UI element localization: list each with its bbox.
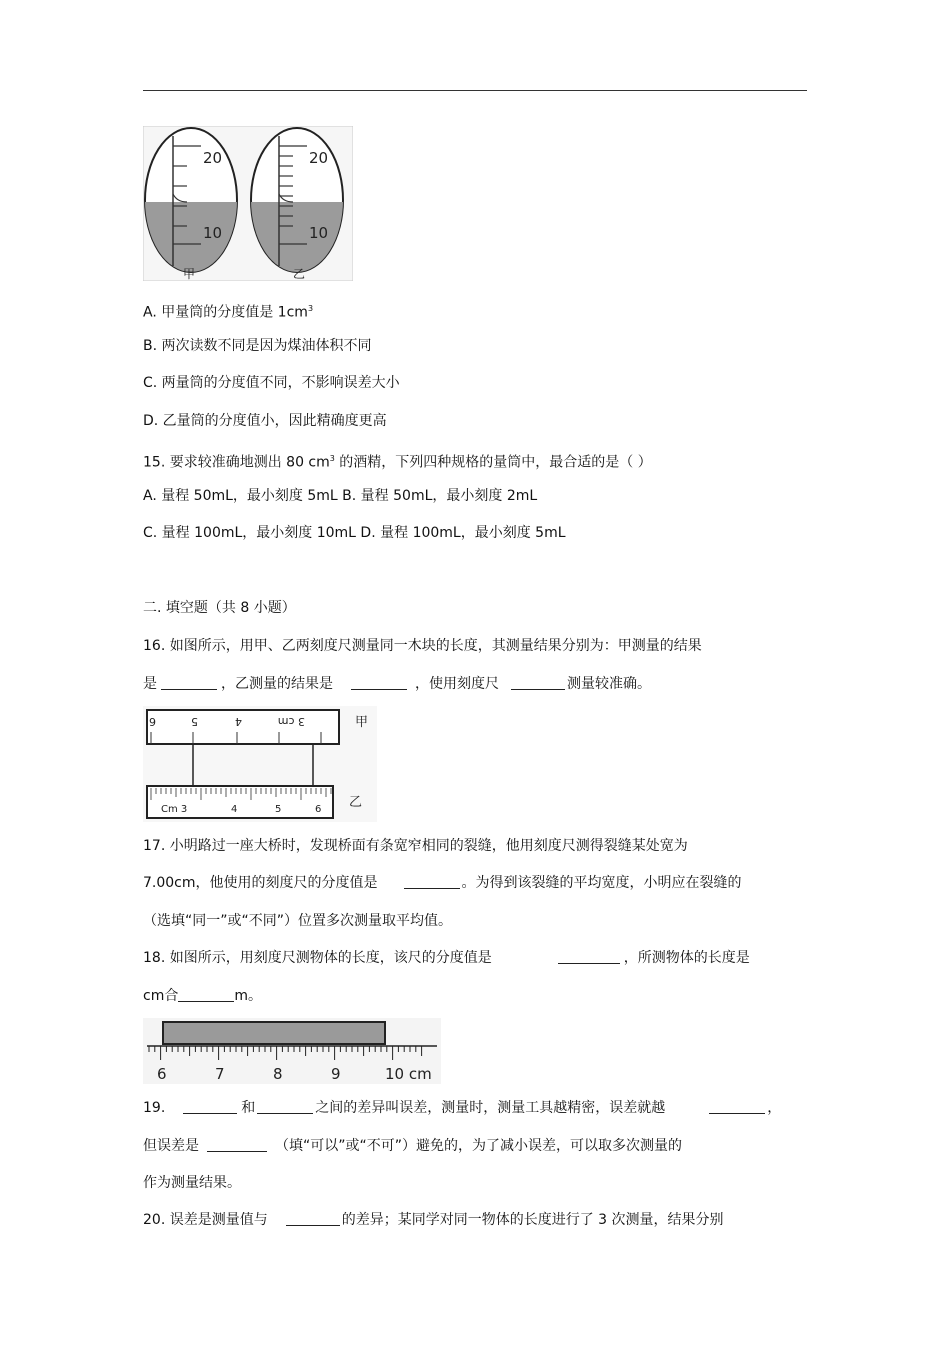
q18-line1: 18. 如图所示，用刻度尺测物体的长度，该尺的分度值是 ，所测物体的长度是 bbox=[143, 950, 750, 966]
cyl1-tick20: 20 bbox=[203, 149, 223, 167]
q19-line3: 作为测量结果。 bbox=[143, 1175, 241, 1191]
q17-line2: 7.00cm，他使用的刻度尺的分度值是 。为得到该裂缝的平均宽度，小明应在裂缝的 bbox=[143, 875, 742, 891]
bottom-ruler-label-4: 4 bbox=[231, 804, 238, 815]
obj-ruler-label-9: 9 bbox=[331, 1065, 341, 1083]
q16-line1: 16. 如图所示，用甲、乙两刻度尺测量同一木块的长度，其测量结果分别为：甲测量的结果 bbox=[143, 638, 702, 654]
q20-line1: 20. 误差是测量值与 的差异；某同学对同一物体的长度进行了 3 次测量，结果分别 bbox=[143, 1212, 724, 1228]
q17-line3: （选填“同一”或“不同”）位置多次测量取平均值。 bbox=[143, 913, 453, 929]
q15-stem: 15. 要求较准确地测出 80 $cm^3$ 的酒精，下列四种规格的量筒中，最合适的是（ ） bbox=[143, 454, 652, 471]
q19-blank-1[interactable] bbox=[183, 1099, 237, 1114]
q16-blank-2[interactable] bbox=[351, 675, 407, 690]
label-jia: 甲 bbox=[183, 267, 196, 281]
q18-line2: cm合 m。 bbox=[143, 988, 262, 1004]
cyl1-tick10: 10 bbox=[203, 224, 223, 242]
obj-ruler-label-10cm: 10 cm bbox=[385, 1065, 432, 1083]
q17-blank-1[interactable] bbox=[404, 874, 460, 889]
q14-option-c: C. 两量筒的分度值不同，不影响误差大小 bbox=[143, 375, 400, 391]
q14-option-b: B. 两次读数不同是因为煤油体积不同 bbox=[143, 338, 372, 354]
top-ruler-label-3: 3 cm bbox=[277, 715, 305, 728]
bottom-ruler-label-5: 5 bbox=[275, 804, 282, 815]
q19-line1: 19. 和 之间的差异叫误差，测量时，测量工具越精密，误差就越 ， bbox=[143, 1100, 782, 1116]
q17-line1: 17. 小明路过一座大桥时，发现桥面有条宽窄相同的裂缝，他用刻度尺测得裂缝某处宽为 bbox=[143, 838, 688, 854]
q15-options-cd: C. 量程 100mL，最小刻度 10mL D. 量程 100mL，最小刻度 5mL bbox=[143, 525, 566, 541]
ruler-comparison-figure bbox=[143, 706, 377, 822]
cyl2-tick10: 10 bbox=[309, 224, 329, 242]
object-ruler-figure bbox=[143, 1018, 441, 1084]
obj-ruler-label-6: 6 bbox=[157, 1065, 167, 1083]
q15-options-ab: A. 量程 50mL，最小刻度 5mL B. 量程 50mL，最小刻度 2mL bbox=[143, 488, 538, 504]
q18-blank-2[interactable] bbox=[178, 987, 234, 1002]
top-ruler-label-6: 6 bbox=[149, 715, 156, 728]
q19-blank-4[interactable] bbox=[207, 1137, 267, 1152]
label-yi-ruler: 乙 bbox=[349, 795, 363, 810]
section-title: 二. 填空题（共 8 小题） bbox=[143, 600, 296, 616]
obj-ruler-label-7: 7 bbox=[215, 1065, 225, 1083]
top-ruler-label-4: 4 bbox=[235, 715, 242, 728]
q16-blank-1[interactable] bbox=[161, 675, 217, 690]
q19-blank-3[interactable] bbox=[709, 1099, 765, 1114]
header-rule bbox=[143, 90, 807, 91]
q19-blank-2[interactable] bbox=[257, 1099, 313, 1114]
label-jia-ruler: 甲 bbox=[355, 715, 369, 730]
q20-blank-1[interactable] bbox=[286, 1211, 340, 1226]
cylinder-figure bbox=[143, 126, 353, 281]
q16-line2: 是 ，乙测量的结果是 ，使用刻度尺 测量较准确。 bbox=[143, 676, 651, 692]
q14-option-d: D. 乙量筒的分度值小，因此精确度更高 bbox=[143, 413, 387, 429]
cyl2-tick20: 20 bbox=[309, 149, 329, 167]
top-ruler-label-5: 5 bbox=[191, 715, 198, 728]
obj-ruler-label-8: 8 bbox=[273, 1065, 283, 1083]
q19-line2: 但误差是 （填“可以”或“不可”）避免的，为了减小误差，可以取多次测量的 bbox=[143, 1138, 683, 1154]
q18-blank-1[interactable] bbox=[558, 949, 620, 964]
q14-option-a: A. 甲量筒的分度值是 $1cm^3$ bbox=[143, 304, 314, 321]
label-yi: 乙 bbox=[293, 267, 306, 281]
q16-blank-3[interactable] bbox=[511, 675, 565, 690]
bottom-ruler-label-6: 6 bbox=[315, 804, 322, 815]
bottom-ruler-label-cm3: Cm 3 bbox=[161, 804, 188, 815]
